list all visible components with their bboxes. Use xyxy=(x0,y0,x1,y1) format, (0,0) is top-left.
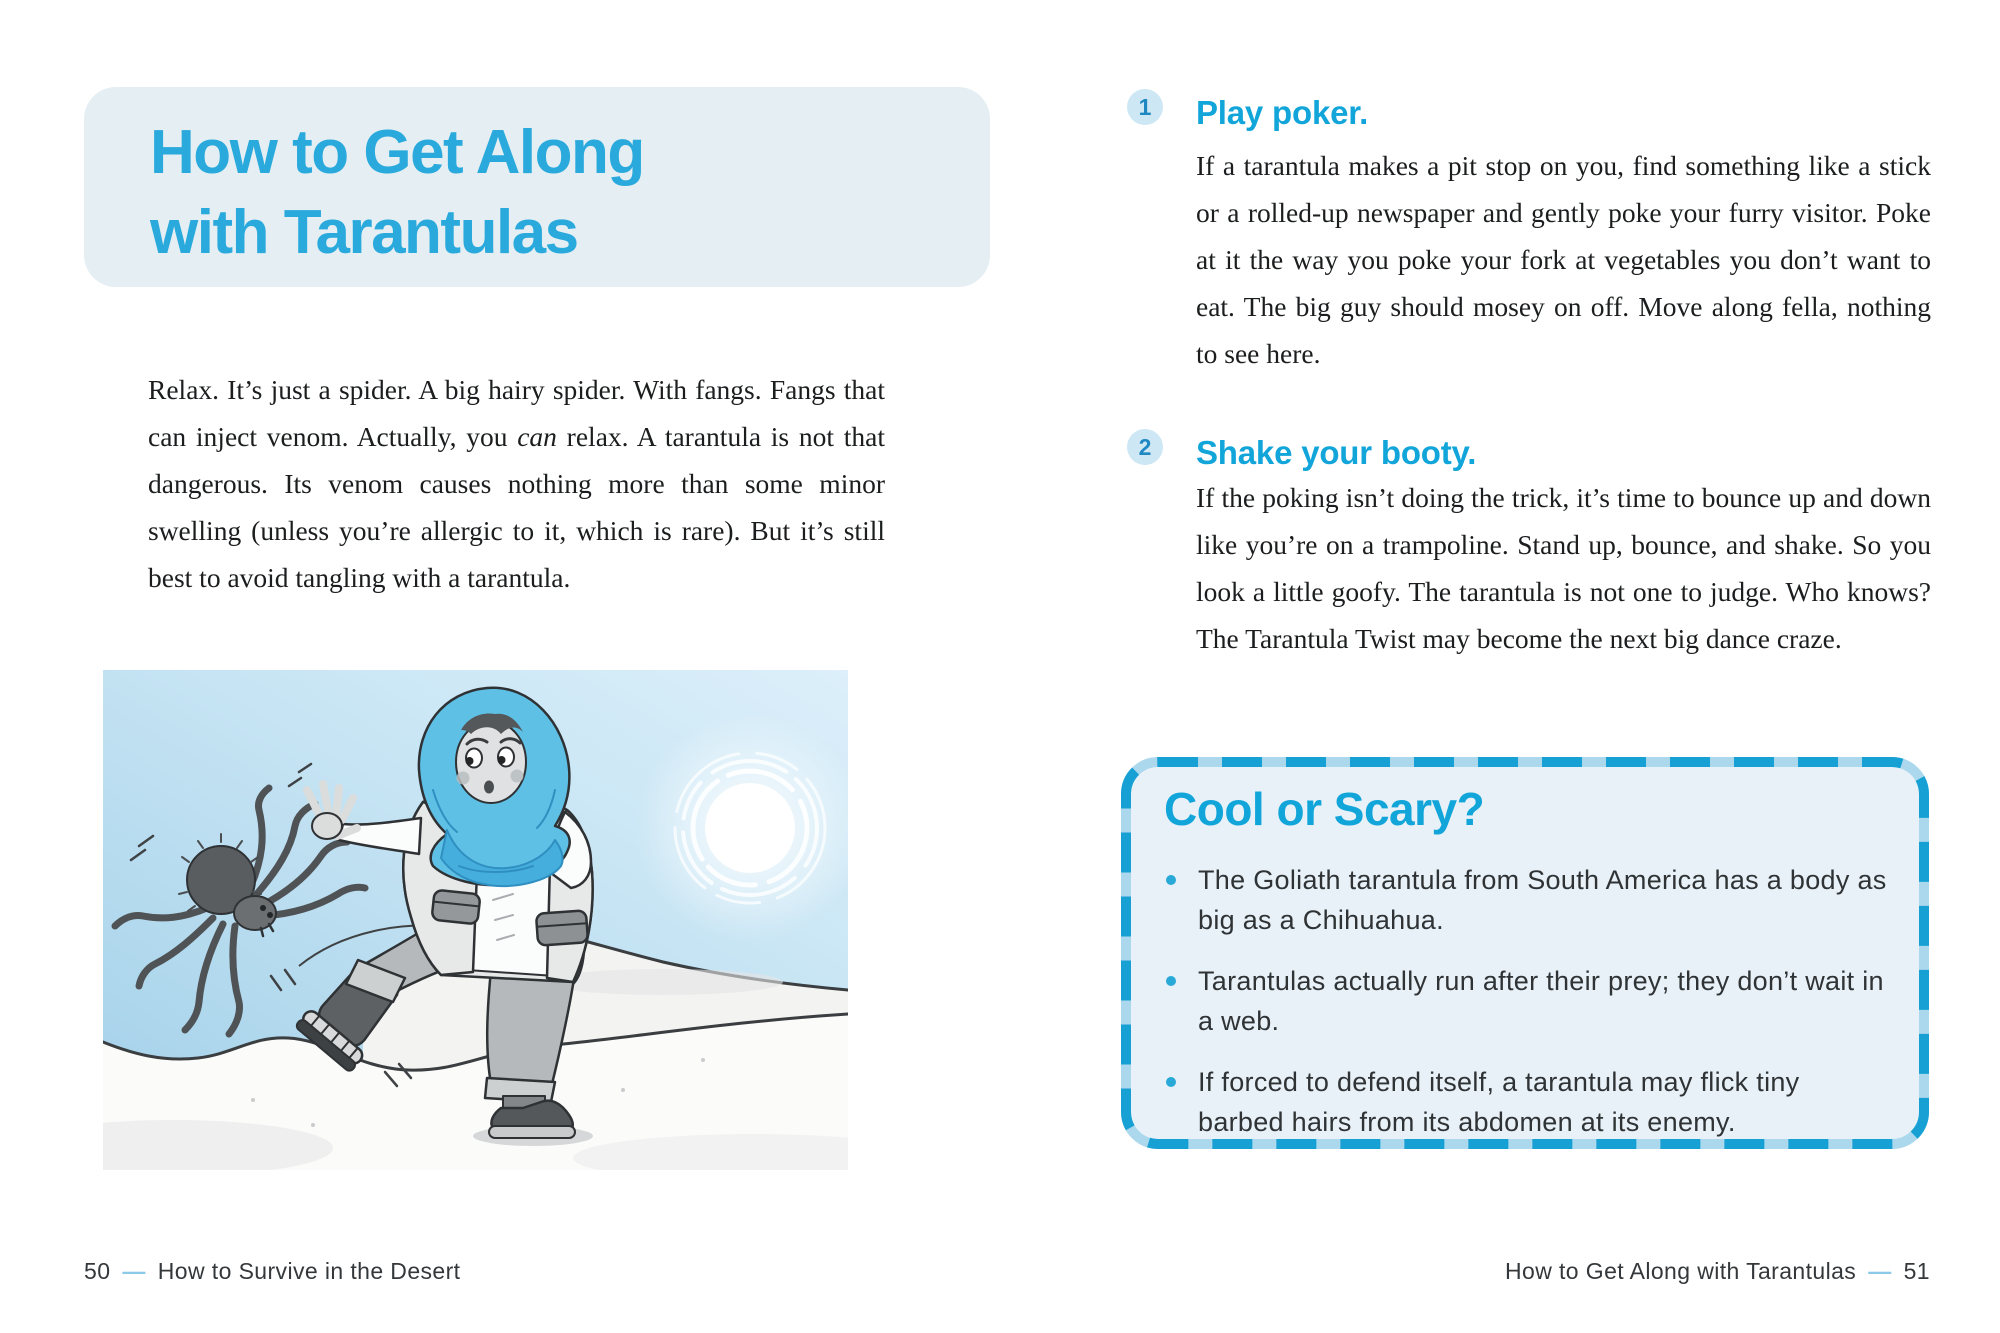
page-number-left: 50 xyxy=(84,1258,111,1284)
chapter-title-line1: How to Get Along xyxy=(150,118,644,187)
chapter-title xyxy=(84,87,990,273)
callout-bullet-text: If forced to defend itself, a tarantula may flick tiny barbed hairs from its abdomen at its enemy. xyxy=(1198,1067,1800,1137)
step-body-2: If the poking isn’t doing the trick, it’s time to bounce up and down like you’re on a trampoline. Stand up, bounce, and shake. So you look a little goofy. The tarantula is not one to judge. Who knows? The Tarantula Twist may become the next big dance craze. xyxy=(1196,482,1931,654)
step-number-2: 2 xyxy=(1138,433,1152,460)
step-number-badge-1 xyxy=(1127,89,1163,125)
callout-heading: Cool or Scary? xyxy=(1164,783,1485,835)
intro-text-italic: can xyxy=(517,420,557,452)
bullet-dot-icon xyxy=(1166,1077,1176,1087)
bullet-dot-icon xyxy=(1166,875,1176,885)
footer-dash-icon: — xyxy=(1868,1258,1892,1284)
chapter-title-line2: with Tarantulas xyxy=(150,198,578,267)
chapter-title-box xyxy=(84,87,990,287)
intro-paragraph xyxy=(148,366,885,601)
callout-bullet-text: The Goliath tarantula from South America has a body as big as a Chihuahua. xyxy=(1198,865,1887,935)
step-heading-1: Play poker. xyxy=(1196,94,1369,131)
book-title: How to Survive in the Desert xyxy=(157,1258,461,1284)
callout-bullet xyxy=(1164,1062,1888,1142)
callout-box xyxy=(1120,756,1930,1150)
callout-bullet-list xyxy=(1164,860,1888,1163)
step-number-badge-2 xyxy=(1127,429,1163,465)
page-number-right: 51 xyxy=(1903,1258,1930,1284)
intro-text-part: relax. A tarantula is not that dangerous. Its venom causes nothing more than some minor swelling (unless you’re allergic to it, which is rare). But it’s still best to avoid tangling with a tarantula. xyxy=(148,420,885,593)
bullet-dot-icon xyxy=(1166,976,1176,986)
step-number-1: 1 xyxy=(1138,93,1152,120)
callout-bullet-text: Tarantulas actually run after their prey; they don’t wait in a web. xyxy=(1198,966,1884,1036)
footer-left xyxy=(84,1258,460,1285)
desert-illustration xyxy=(103,670,848,1170)
chapter-title-footer: How to Get Along with Tarantulas xyxy=(1505,1258,1857,1284)
footer-dash-icon: — xyxy=(122,1258,146,1284)
step-heading-2: Shake your booty. xyxy=(1196,434,1477,471)
footer-right xyxy=(1120,1258,1930,1285)
step-body-1: If a tarantula makes a pit stop on you, find something like a stick or a rolled-up newspaper and gently poke your furry visitor. Poke at it the way you poke your fork at vegetables you don’t want to eat. The big guy should mosey on off. Move along fella, nothing to see here. xyxy=(1196,150,1931,369)
callout-bullet xyxy=(1164,961,1888,1041)
intro-text-part: Relax. It’s just a spider. A big hairy spider. With fangs. Fangs that can inject venom. Actually, you xyxy=(148,373,885,452)
callout-bullet xyxy=(1164,860,1888,940)
